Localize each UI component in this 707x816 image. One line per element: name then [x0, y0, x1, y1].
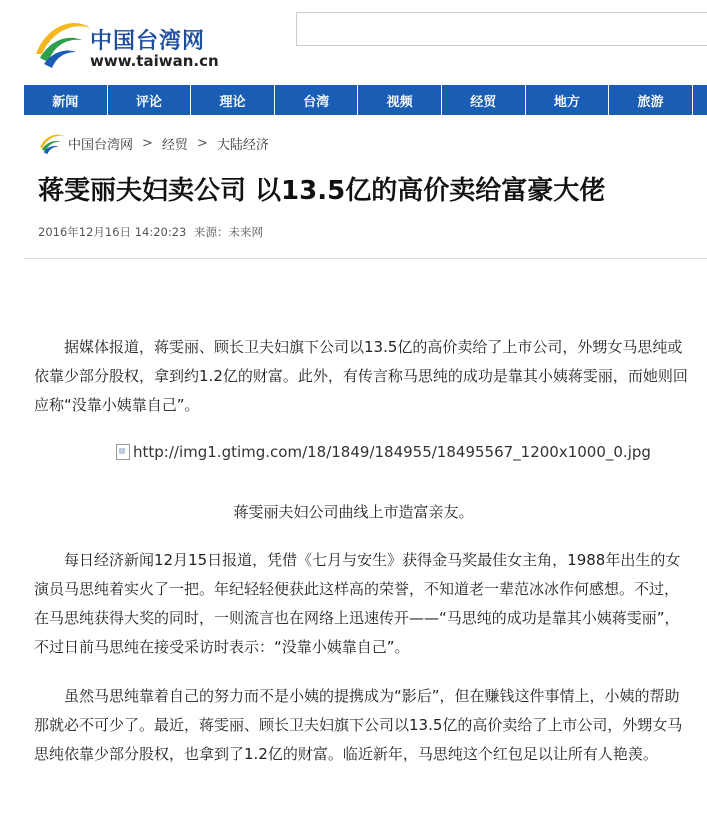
image-caption: 蒋雯丽夫妇公司曲线上市造富亲友。 — [233, 503, 474, 521]
breadcrumb-mainland-economy-link[interactable]: 大陆经济 — [216, 137, 269, 153]
nav-item-travel[interactable]: 旅游 — [609, 85, 693, 115]
nav-item-theory[interactable]: 理论 — [191, 85, 275, 115]
article-source: 来源：未来网 — [194, 225, 263, 239]
article-paragraph-3: 虽然马思纯靠着自己的努力而不是小姨的提携成为“影后”，但在赚钱这件事情上，小姨的帮助那就必不可少了。最近，蒋雯丽、顾长卫夫妇旗下公司以13.5亿的高价卖给了上市公司，外甥女马思纯依靠少部分股权，也拿到了1.2亿的财富。临近新年，马思纯这个红包足以让所有人艳羡。 — [34, 687, 683, 763]
nav-item-local[interactable]: 地方 — [526, 85, 610, 115]
nav-item-taiwan[interactable]: 台湾 — [275, 85, 359, 115]
logo-domain-text: www.taiwan.cn — [90, 52, 219, 70]
breadcrumb — [38, 131, 269, 155]
article-image — [116, 440, 651, 464]
article-date: 2016年12月16日 14:20:23 — [38, 225, 187, 239]
breadcrumb-economy-link[interactable]: 经贸 — [161, 137, 188, 153]
article-paragraph-2: 每日经济新闻12月15日报道，凭借《七月与安生》获得金马奖最佳女主角，1988年出生的女演员马思纯着实火了一把。年纪轻轻便获此这样高的荣誉，不知道老一辈范冰冰作何感想。不过，在马思纯获得大奖的同时，一则流言也在网络上迅速传开——“马思纯的成功是靠其小姨蒋雯丽”，不过日前马思纯在接受采访时表示：“没靠小姨靠自己”。 — [34, 551, 681, 656]
logo-swoosh-icon — [32, 14, 92, 74]
article-title: 蒋雯丽夫妇卖公司 以13.5亿的高价卖给富豪大佬 — [38, 176, 606, 206]
site-logo[interactable] — [32, 14, 219, 74]
nav-item-commentary[interactable]: 评论 — [108, 85, 192, 115]
nav-item-video[interactable]: 视频 — [358, 85, 442, 115]
header-divider — [24, 258, 707, 259]
breadcrumb-logo-icon — [38, 131, 66, 155]
search-input[interactable] — [296, 12, 707, 46]
nav-item-news[interactable]: 新闻 — [24, 85, 108, 115]
main-nav — [24, 85, 707, 115]
article-meta — [38, 224, 267, 240]
breadcrumb-home-link[interactable]: 中国台湾网 — [68, 137, 134, 153]
article-image-alt-text: http://img1.gtimg.com/18/1849/184955/18495567_1200x1000_0.jpg — [133, 443, 651, 461]
nav-item-economy[interactable]: 经贸 — [442, 85, 526, 115]
article-paragraph-1: 据媒体报道，蒋雯丽、顾长卫夫妇旗下公司以13.5亿的高价卖给了上市公司，外甥女马思纯或依靠少部分股权，拿到约1.2亿的财富。此外，有传言称马思纯的成功是靠其小姨蒋雯丽，而她则回应称“没靠小姨靠自己”。 — [34, 338, 688, 414]
logo-chinese-text: 中国台湾网 — [90, 28, 206, 54]
breadcrumb-separator: > — [196, 135, 208, 151]
broken-image-icon — [116, 444, 130, 460]
breadcrumb-separator: > — [142, 135, 153, 151]
